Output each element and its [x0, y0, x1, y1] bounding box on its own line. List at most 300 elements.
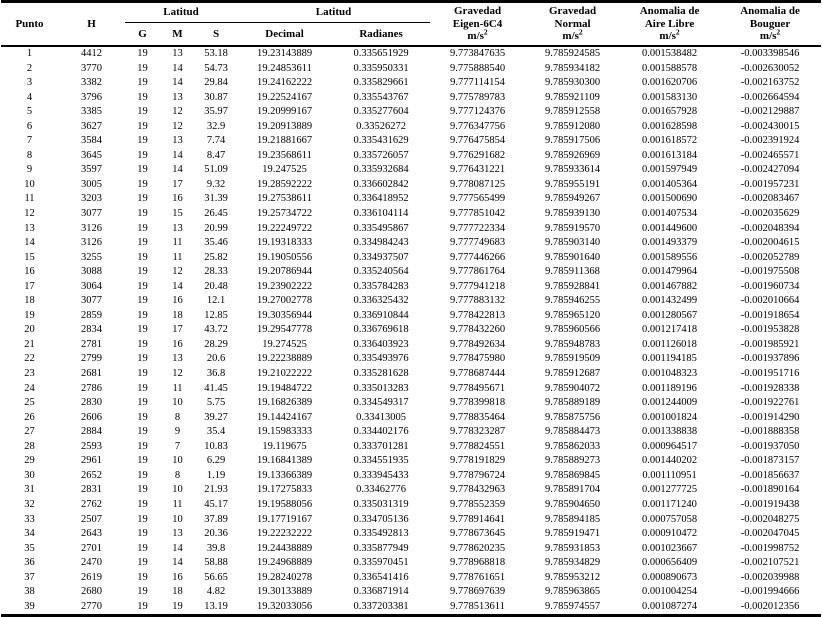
cell-s: 43.72: [204, 324, 228, 336]
cell-punto: 17: [24, 280, 35, 292]
cell-m: 14: [172, 280, 183, 292]
cell-g: 19: [137, 178, 148, 190]
cell-anomalia-bouguer: -0.001888358: [740, 426, 800, 438]
cell-gravedad-normal: 9.785930300: [544, 77, 601, 89]
cell-h: 3005: [81, 178, 102, 190]
cell-gravedad-eigen: 9.778796724: [449, 469, 506, 481]
cell-gravedad-eigen: 9.778495671: [449, 382, 506, 394]
cell-radianes: 0.336602842: [353, 178, 409, 190]
cell-gravedad-eigen: 9.776431221: [449, 164, 506, 176]
column-header-anomalia-aire-libre: [620, 2, 719, 47]
cell-s: 12.85: [204, 309, 228, 321]
cell-h: 2652: [81, 469, 102, 481]
cell-s: 39.8: [206, 542, 226, 554]
column-header-anomalia-bouguer: [719, 2, 821, 47]
cell-h: 2770: [81, 600, 102, 612]
cell-s: 45.17: [204, 498, 228, 510]
cell-h: 3077: [81, 295, 102, 307]
cell-gravedad-normal: 9.785921109: [545, 91, 600, 103]
cell-anomalia-aire-libre: 0.001628598: [641, 120, 698, 132]
cell-anomalia-bouguer: -0.001975508: [740, 266, 800, 278]
cell-gravedad-eigen: 9.778824551: [449, 440, 506, 452]
cell-punto: 7: [26, 135, 33, 147]
cell-g: 19: [137, 280, 148, 292]
cell-anomalia-bouguer: -0.002163752: [740, 77, 800, 89]
cell-decimal: 19.16826389: [256, 397, 313, 409]
cell-g: 19: [137, 469, 148, 481]
cell-decimal: 19.15983333: [256, 426, 313, 438]
group-header-latitud-decimal: Latitud: [237, 2, 430, 23]
cell-gravedad-normal: 9.785949267: [544, 193, 601, 205]
cell-h: 2606: [81, 411, 102, 423]
cell-s: 6.29: [206, 455, 226, 467]
cell-gravedad-eigen: 9.778513611: [450, 600, 505, 612]
cell-h: 2786: [81, 382, 102, 394]
cell-anomalia-bouguer: -0.002664594: [740, 91, 800, 103]
cell-g: 19: [137, 237, 148, 249]
cell-anomalia-bouguer: -0.003398546: [740, 48, 800, 59]
cell-h: 2961: [81, 455, 102, 467]
table-row: [1, 280, 821, 295]
cell-anomalia-bouguer: -0.002391924: [740, 135, 800, 147]
cell-punto: 9: [26, 164, 33, 176]
cell-radianes: 0.333701281: [353, 440, 409, 452]
cell-punto: 16: [24, 266, 35, 278]
cell-decimal: 19.21881667: [256, 135, 313, 147]
cell-decimal: 19.19484722: [256, 382, 313, 394]
cell-h: 2799: [81, 353, 102, 365]
cell-g: 19: [137, 571, 148, 583]
cell-m: 10: [172, 484, 183, 496]
cell-gravedad-normal: 9.785931853: [544, 542, 601, 554]
cell-punto: 15: [24, 251, 35, 263]
cell-punto: 30: [24, 469, 35, 481]
cell-h: 3088: [81, 266, 102, 278]
cell-s: 26.45: [204, 208, 228, 220]
cell-anomalia-bouguer: -0.001914290: [740, 411, 800, 423]
cell-anomalia-aire-libre: 0.001620706: [641, 77, 698, 89]
unit-label: $m/s^2$: [659, 27, 680, 43]
cell-gravedad-eigen: 9.778914641: [449, 513, 506, 525]
cell-anomalia-bouguer: -0.002630052: [740, 62, 800, 74]
cell-m: 8: [174, 469, 181, 481]
cell-m: 14: [172, 164, 183, 176]
cell-h: 3064: [81, 280, 102, 292]
cell-m: 10: [172, 513, 183, 525]
cell-g: 19: [137, 251, 148, 263]
cell-anomalia-aire-libre: 0.001479964: [641, 266, 698, 278]
cell-anomalia-aire-libre: 0.001657928: [641, 106, 698, 118]
table-row: [1, 192, 821, 207]
cell-m: 14: [172, 542, 183, 554]
cell-radianes: 0.336104114: [353, 208, 409, 220]
cell-punto: 35: [24, 542, 35, 554]
cell-gravedad-normal: 9.785911368: [545, 266, 600, 278]
cell-g: 19: [137, 353, 148, 365]
cell-decimal: 19.20999167: [256, 106, 313, 118]
cell-anomalia-aire-libre: 0.001244009: [641, 397, 698, 409]
table-body: [1, 46, 821, 616]
cell-g: 19: [137, 62, 148, 74]
cell-anomalia-aire-libre: 0.001583130: [641, 91, 698, 103]
cell-punto: 25: [24, 397, 35, 409]
cell-h: 2830: [81, 397, 102, 409]
cell-m: 13: [172, 353, 183, 365]
cell-anomalia-aire-libre: 0.001194185: [642, 353, 697, 365]
table-row: [1, 76, 821, 91]
cell-gravedad-eigen: 9.778761651: [449, 571, 506, 583]
cell-m: 7: [174, 440, 181, 452]
cell-h: 2619: [81, 571, 102, 583]
cell-m: 18: [172, 586, 183, 598]
cell-m: 17: [172, 178, 183, 190]
cell-punto: 27: [24, 426, 35, 438]
cell-gravedad-eigen: 9.778552359: [449, 498, 506, 510]
cell-gravedad-eigen: 9.777883132: [449, 295, 506, 307]
cell-gravedad-eigen: 9.777861764: [449, 266, 506, 278]
cell-punto: 4: [26, 91, 33, 103]
cell-anomalia-bouguer: -0.001922761: [740, 397, 800, 409]
cell-s: 5.75: [206, 397, 226, 409]
cell-radianes: 0.335431629: [353, 135, 409, 147]
table-row: [1, 542, 821, 557]
unit-label: $m/s^2$: [562, 27, 583, 43]
cell-s: 39.27: [204, 411, 228, 423]
cell-m: 17: [172, 324, 183, 336]
cell-h: 3126: [81, 237, 102, 249]
column-header-gravedad-normal: [525, 2, 620, 47]
cell-radianes: 0.335784283: [353, 280, 409, 292]
cell-s: 13.19: [204, 600, 228, 612]
cell-gravedad-normal: 9.785948783: [544, 338, 601, 350]
cell-punto: 32: [24, 498, 35, 510]
cell-g: 19: [137, 484, 148, 496]
cell-anomalia-aire-libre: 0.001588578: [641, 62, 698, 74]
cell-decimal: 19.28592222: [256, 178, 313, 190]
cell-s: 1.19: [206, 469, 226, 481]
cell-decimal: 19.23568611: [257, 149, 312, 161]
table-row: [1, 338, 821, 353]
cell-s: 20.48: [204, 280, 228, 292]
cell-anomalia-bouguer: -0.001873157: [740, 455, 800, 467]
cell-gravedad-normal: 9.785884473: [544, 426, 601, 438]
cell-g: 19: [137, 557, 148, 569]
cell-m: 13: [172, 48, 183, 59]
cell-s: 10.83: [204, 440, 228, 452]
cell-s: 7.74: [206, 135, 226, 147]
cell-m: 13: [172, 222, 183, 234]
cell-gravedad-eigen: 9.777124376: [449, 106, 506, 118]
cell-radianes: 0.336769618: [353, 324, 409, 336]
cell-punto: 26: [24, 411, 35, 423]
cell-anomalia-aire-libre: 0.001280567: [641, 309, 698, 321]
cell-anomalia-aire-libre: 0.000757058: [641, 513, 698, 525]
cell-gravedad-normal: 9.785904650: [544, 498, 601, 510]
cell-radianes: 0.334984243: [353, 237, 409, 249]
cell-punto: 29: [24, 455, 35, 467]
cell-decimal: 19.274525: [262, 338, 307, 350]
cell-radianes: 0.334937507: [353, 251, 409, 263]
cell-punto: 33: [24, 513, 35, 525]
cell-m: 12: [172, 106, 183, 118]
cell-s: 51.09: [204, 164, 228, 176]
cell-h: 3126: [81, 222, 102, 234]
table-row: [1, 411, 821, 426]
cell-punto: 2: [26, 62, 33, 74]
table-row: [1, 454, 821, 469]
cell-punto: 22: [24, 353, 35, 365]
column-header-radianes: Radianes: [359, 27, 403, 40]
cell-h: 3382: [81, 77, 102, 89]
cell-gravedad-eigen: 9.778673645: [449, 528, 506, 540]
cell-radianes: 0.335970451: [353, 557, 409, 569]
cell-h: 3770: [81, 62, 102, 74]
cell-h: 2681: [81, 368, 102, 380]
cell-g: 19: [137, 164, 148, 176]
cell-decimal: 19.22524167: [256, 91, 313, 103]
unit-exponent: 2: [675, 27, 680, 37]
cell-anomalia-aire-libre: 0.001087274: [641, 600, 698, 612]
cell-anomalia-bouguer: -0.002052789: [740, 251, 800, 263]
cell-anomalia-bouguer: -0.002012356: [740, 600, 800, 612]
cell-gravedad-eigen: 9.777749683: [449, 237, 506, 249]
unit-label: $m/s^2$: [759, 27, 781, 43]
cell-s: 20.36: [204, 528, 228, 540]
table-row: [1, 440, 821, 455]
cell-g: 19: [137, 135, 148, 147]
cell-gravedad-eigen: 9.776347756: [449, 120, 506, 132]
cell-anomalia-aire-libre: 0.001440202: [641, 455, 698, 467]
cell-gravedad-eigen: 9.777941218: [449, 280, 506, 292]
cell-gravedad-eigen: 9.778697639: [449, 586, 506, 598]
cell-h: 2643: [81, 528, 102, 540]
cell-m: 19: [172, 600, 183, 612]
cell-s: 28.33: [204, 266, 228, 278]
cell-g: 19: [137, 440, 148, 452]
cell-decimal: 19.14424167: [256, 411, 313, 423]
cell-g: 19: [137, 338, 148, 350]
cell-m: 11: [172, 237, 183, 249]
cell-gravedad-normal: 9.785889273: [544, 455, 601, 467]
cell-anomalia-aire-libre: 0.001023667: [641, 542, 698, 554]
cell-g: 19: [137, 513, 148, 525]
cell-g: 19: [137, 498, 148, 510]
table-row: [1, 149, 821, 164]
column-header-gravedad-eigen: [430, 2, 525, 47]
cell-anomalia-aire-libre: 0.001618572: [641, 135, 698, 147]
cell-anomalia-bouguer: -0.002035629: [740, 208, 800, 220]
cell-punto: 37: [24, 571, 35, 583]
column-header-h: H: [87, 17, 96, 30]
cell-radianes: 0.334705136: [353, 513, 409, 525]
table-row: [1, 265, 821, 280]
table-row: [1, 251, 821, 266]
cell-gravedad-normal: 9.785862033: [544, 440, 601, 452]
cell-g: 19: [137, 455, 148, 467]
table-row: [1, 178, 821, 193]
cell-punto: 10: [24, 178, 35, 190]
cell-anomalia-bouguer: -0.001960734: [740, 280, 800, 292]
cell-s: 37.89: [204, 513, 228, 525]
cell-g: 19: [137, 208, 148, 220]
cell-anomalia-bouguer: -0.001856637: [740, 469, 800, 481]
cell-anomalia-aire-libre: 0.001597949: [641, 164, 698, 176]
cell-m: 13: [172, 91, 183, 103]
cell-anomalia-bouguer: -0.002430015: [740, 120, 800, 132]
cell-g: 19: [137, 149, 148, 161]
table-row: [1, 309, 821, 324]
cell-anomalia-aire-libre: 0.001432499: [641, 295, 698, 307]
cell-m: 14: [172, 62, 183, 74]
table-row: [1, 382, 821, 397]
cell-anomalia-bouguer: -0.001890164: [740, 484, 800, 496]
unit-label: $m/s^2$: [467, 27, 488, 43]
cell-gravedad-eigen: 9.777722334: [449, 222, 506, 234]
table-row: [1, 105, 821, 120]
cell-anomalia-bouguer: -0.001953828: [740, 324, 800, 336]
cell-anomalia-aire-libre: 0.001538482: [641, 48, 698, 59]
cell-gravedad-eigen: 9.773847635: [449, 48, 506, 59]
cell-anomalia-aire-libre: 0.001407534: [641, 208, 698, 220]
cell-gravedad-eigen: 9.775888540: [449, 62, 506, 74]
cell-s: 31.39: [204, 193, 228, 205]
cell-anomalia-bouguer: -0.001928338: [740, 382, 800, 394]
cell-gravedad-normal: 9.785919509: [544, 353, 601, 365]
cell-radianes: 0.333945433: [353, 469, 409, 481]
column-header-s: S: [212, 27, 220, 40]
cell-gravedad-eigen: 9.776475854: [449, 135, 506, 147]
cell-anomalia-aire-libre: 0.001004254: [641, 586, 698, 598]
cell-gravedad-normal: 9.785869845: [544, 469, 601, 481]
cell-gravedad-normal: 9.785953212: [544, 571, 601, 583]
cell-h: 2701: [81, 542, 102, 554]
cell-punto: 6: [26, 120, 33, 132]
table-row: [1, 396, 821, 411]
cell-punto: 14: [24, 237, 35, 249]
cell-anomalia-bouguer: -0.001994666: [740, 586, 800, 598]
cell-s: 28.29: [204, 338, 228, 350]
cell-s: 35.4: [206, 426, 226, 438]
cell-gravedad-normal: 9.785934829: [544, 557, 601, 569]
table-row: [1, 425, 821, 440]
cell-m: 11: [172, 498, 183, 510]
cell-anomalia-aire-libre: 0.001589556: [641, 251, 698, 263]
cell-anomalia-bouguer: -0.002427094: [740, 164, 800, 176]
table-row: [1, 352, 821, 367]
cell-decimal: 19.20913889: [256, 120, 313, 132]
cell-anomalia-bouguer: -0.002465571: [740, 149, 800, 161]
table-row: [1, 91, 821, 106]
cell-decimal: 19.16841389: [256, 455, 313, 467]
cell-gravedad-eigen: 9.778432260: [449, 324, 506, 336]
cell-decimal: 19.28240278: [256, 571, 313, 583]
table-row: [1, 323, 821, 338]
cell-g: 19: [137, 426, 148, 438]
cell-gravedad-eigen: 9.778422813: [449, 309, 506, 321]
table-row: [1, 527, 821, 542]
cell-anomalia-bouguer: -0.002010664: [740, 295, 800, 307]
cell-m: 16: [172, 338, 183, 350]
table-row: [1, 294, 821, 309]
table-row: [1, 120, 821, 135]
table-row: [1, 469, 821, 484]
cell-radianes: 0.335932684: [353, 164, 409, 176]
cell-m: 16: [172, 571, 183, 583]
cell-gravedad-eigen: 9.778399818: [449, 397, 506, 409]
cell-decimal: 19.119675: [262, 440, 307, 452]
cell-gravedad-normal: 9.785926969: [544, 149, 601, 161]
cell-gravedad-normal: 9.785939130: [544, 208, 601, 220]
cell-gravedad-eigen: 9.778323287: [449, 426, 506, 438]
cell-g: 19: [137, 222, 148, 234]
cell-decimal: 19.17719167: [256, 513, 313, 525]
header-line: Eigen-6C4: [452, 17, 503, 30]
cell-radianes: 0.334551935: [353, 455, 409, 467]
cell-s: 9.32: [206, 178, 226, 190]
cell-m: 14: [172, 149, 183, 161]
cell-gravedad-normal: 9.785889189: [544, 397, 601, 409]
cell-anomalia-bouguer: -0.001985921: [740, 338, 800, 350]
cell-anomalia-bouguer: -0.002048275: [740, 513, 800, 525]
cell-punto: 28: [24, 440, 35, 452]
cell-gravedad-eigen: 9.778835464: [449, 411, 506, 423]
cell-h: 2859: [81, 309, 102, 321]
cell-s: 35.97: [204, 106, 228, 118]
table-row: [1, 207, 821, 222]
cell-gravedad-eigen: 9.777114154: [450, 77, 505, 89]
cell-decimal: 19.19588056: [256, 498, 313, 510]
cell-h: 4412: [81, 48, 102, 59]
cell-radianes: 0.335281628: [353, 368, 409, 380]
cell-decimal: 19.27002778: [256, 295, 313, 307]
cell-gravedad-eigen: 9.777565499: [449, 193, 506, 205]
cell-anomalia-aire-libre: 0.001493379: [641, 237, 698, 249]
cell-g: 19: [137, 295, 148, 307]
cell-gravedad-normal: 9.785903140: [544, 237, 601, 249]
cell-m: 14: [172, 557, 183, 569]
cell-decimal: 19.19050556: [256, 251, 313, 263]
cell-h: 3255: [81, 251, 102, 263]
table-row: [1, 367, 821, 382]
cell-g: 19: [137, 193, 148, 205]
cell-decimal: 19.247525: [262, 164, 307, 176]
header-line: Aire Libre: [644, 17, 695, 30]
cell-m: 16: [172, 295, 183, 307]
cell-gravedad-normal: 9.785904072: [544, 382, 601, 394]
cell-gravedad-normal: 9.785928841: [544, 280, 601, 292]
cell-anomalia-bouguer: -0.001951716: [740, 368, 800, 380]
cell-radianes: 0.337203381: [353, 600, 409, 612]
cell-punto: 39: [24, 600, 35, 612]
cell-s: 30.87: [204, 91, 228, 103]
cell-radianes: 0.336403923: [353, 338, 409, 350]
cell-anomalia-bouguer: -0.002083467: [740, 193, 800, 205]
cell-m: 13: [172, 528, 183, 540]
cell-g: 19: [137, 48, 148, 59]
cell-h: 3796: [81, 91, 102, 103]
cell-s: 56.65: [204, 571, 228, 583]
cell-anomalia-bouguer: -0.001918654: [740, 309, 800, 321]
cell-m: 12: [172, 368, 183, 380]
column-header-decimal: Decimal: [265, 27, 304, 40]
cell-radianes: 0.335013283: [353, 382, 409, 394]
cell-anomalia-aire-libre: 0.001500690: [641, 193, 698, 205]
cell-gravedad-normal: 9.785946255: [544, 295, 601, 307]
cell-anomalia-bouguer: -0.002129887: [740, 106, 800, 118]
cell-s: 32.9: [206, 120, 226, 132]
cell-h: 2593: [81, 440, 102, 452]
cell-punto: 12: [24, 208, 35, 220]
